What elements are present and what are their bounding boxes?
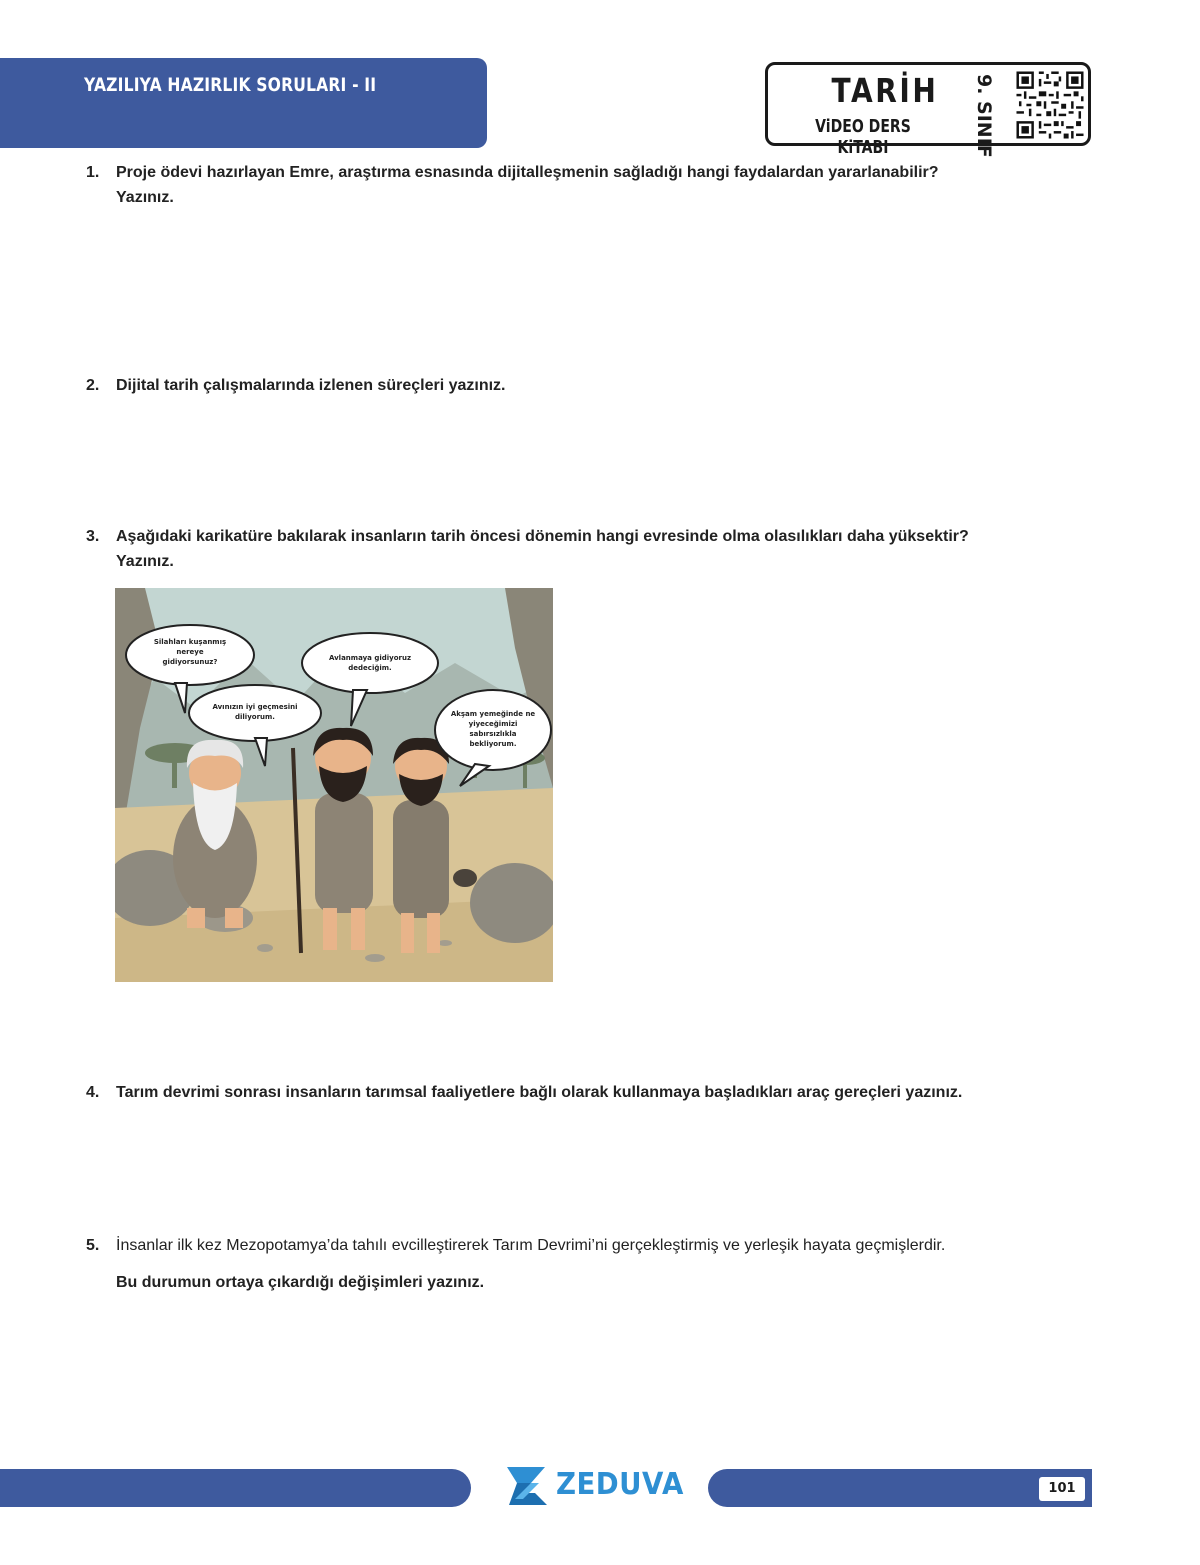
page-number: 101	[1039, 1477, 1085, 1501]
bubble-text: Silahları kuşanmış	[153, 638, 227, 646]
book-series: ViDEO DERS KiTABI	[815, 116, 911, 158]
footer-bar-right	[708, 1469, 1092, 1507]
bubble-text: dedeciğim.	[348, 664, 392, 672]
qr-code-icon[interactable]	[1014, 69, 1086, 141]
question-text: Aşağıdaki karikatüre bakılarak insanların tarih öncesi dönemin hangi evresinde olma olasılıkları daha yüksektir?	[116, 528, 969, 545]
question-text: Yazınız.	[116, 553, 174, 570]
page-title: YAZILIYA HAZIRLIK SORULARI - II	[84, 74, 377, 96]
question-4	[86, 1080, 1086, 1105]
question-number: 2.	[86, 377, 100, 394]
book-subject: TARİH	[831, 71, 939, 110]
question-number: 3.	[86, 528, 100, 545]
book-grade: 9. SINIF	[973, 74, 995, 158]
question-text: Proje ödevi hazırlayan Emre, araştırma esnasında dijitalleşmenin sağladığı hangi faydalardan yararlanabilir?	[116, 164, 939, 181]
bubble-text: nereye	[176, 648, 204, 656]
bubble-text: Avınızın iyi geçmesini	[212, 703, 298, 711]
question-number: 5.	[86, 1237, 100, 1254]
question-3	[86, 524, 1086, 574]
question-number: 4.	[86, 1084, 100, 1101]
bubble-text: Akşam yemeğinde ne	[450, 710, 536, 718]
footer-bar-left	[0, 1469, 471, 1507]
bubble-text: bekliyorum.	[469, 740, 517, 748]
book-badge	[765, 62, 1091, 158]
zeduva-logo-icon	[505, 1463, 549, 1509]
header-banner	[0, 58, 487, 148]
question-5	[86, 1233, 1086, 1295]
question-text: Dijital tarih çalışmalarında izlenen süreçleri yazınız.	[116, 377, 506, 394]
question-1	[86, 160, 1086, 210]
bubble-text: Avlanmaya gidiyoruz	[328, 654, 412, 662]
bubble-text: gidiyorsunuz?	[162, 658, 218, 666]
question-intro: İnsanlar ilk kez Mezopotamya’da tahılı evcilleştirerek Tarım Devrimi’ni gerçekleştirmiş ve yerleşik hayata geçmişlerdir.	[116, 1237, 946, 1254]
question-2	[86, 373, 1086, 398]
brand-name: ZEDUVA	[556, 1467, 684, 1502]
question-text: Yazınız.	[116, 189, 174, 206]
question-text: Bu durumun ortaya çıkardığı değişimleri yazınız.	[116, 1274, 485, 1291]
caveman-cartoon	[115, 588, 553, 982]
bubble-text: yiyeceğimizi	[468, 720, 518, 728]
bubble-text: diliyorum.	[235, 713, 275, 721]
question-text: Tarım devrimi sonrası insanların tarımsal faaliyetlere bağlı olarak kullanmaya başladıkları araç gereçleri yazınız.	[116, 1084, 963, 1101]
question-number: 1.	[86, 164, 100, 181]
bubble-text: sabırsızlıkla	[469, 730, 517, 738]
